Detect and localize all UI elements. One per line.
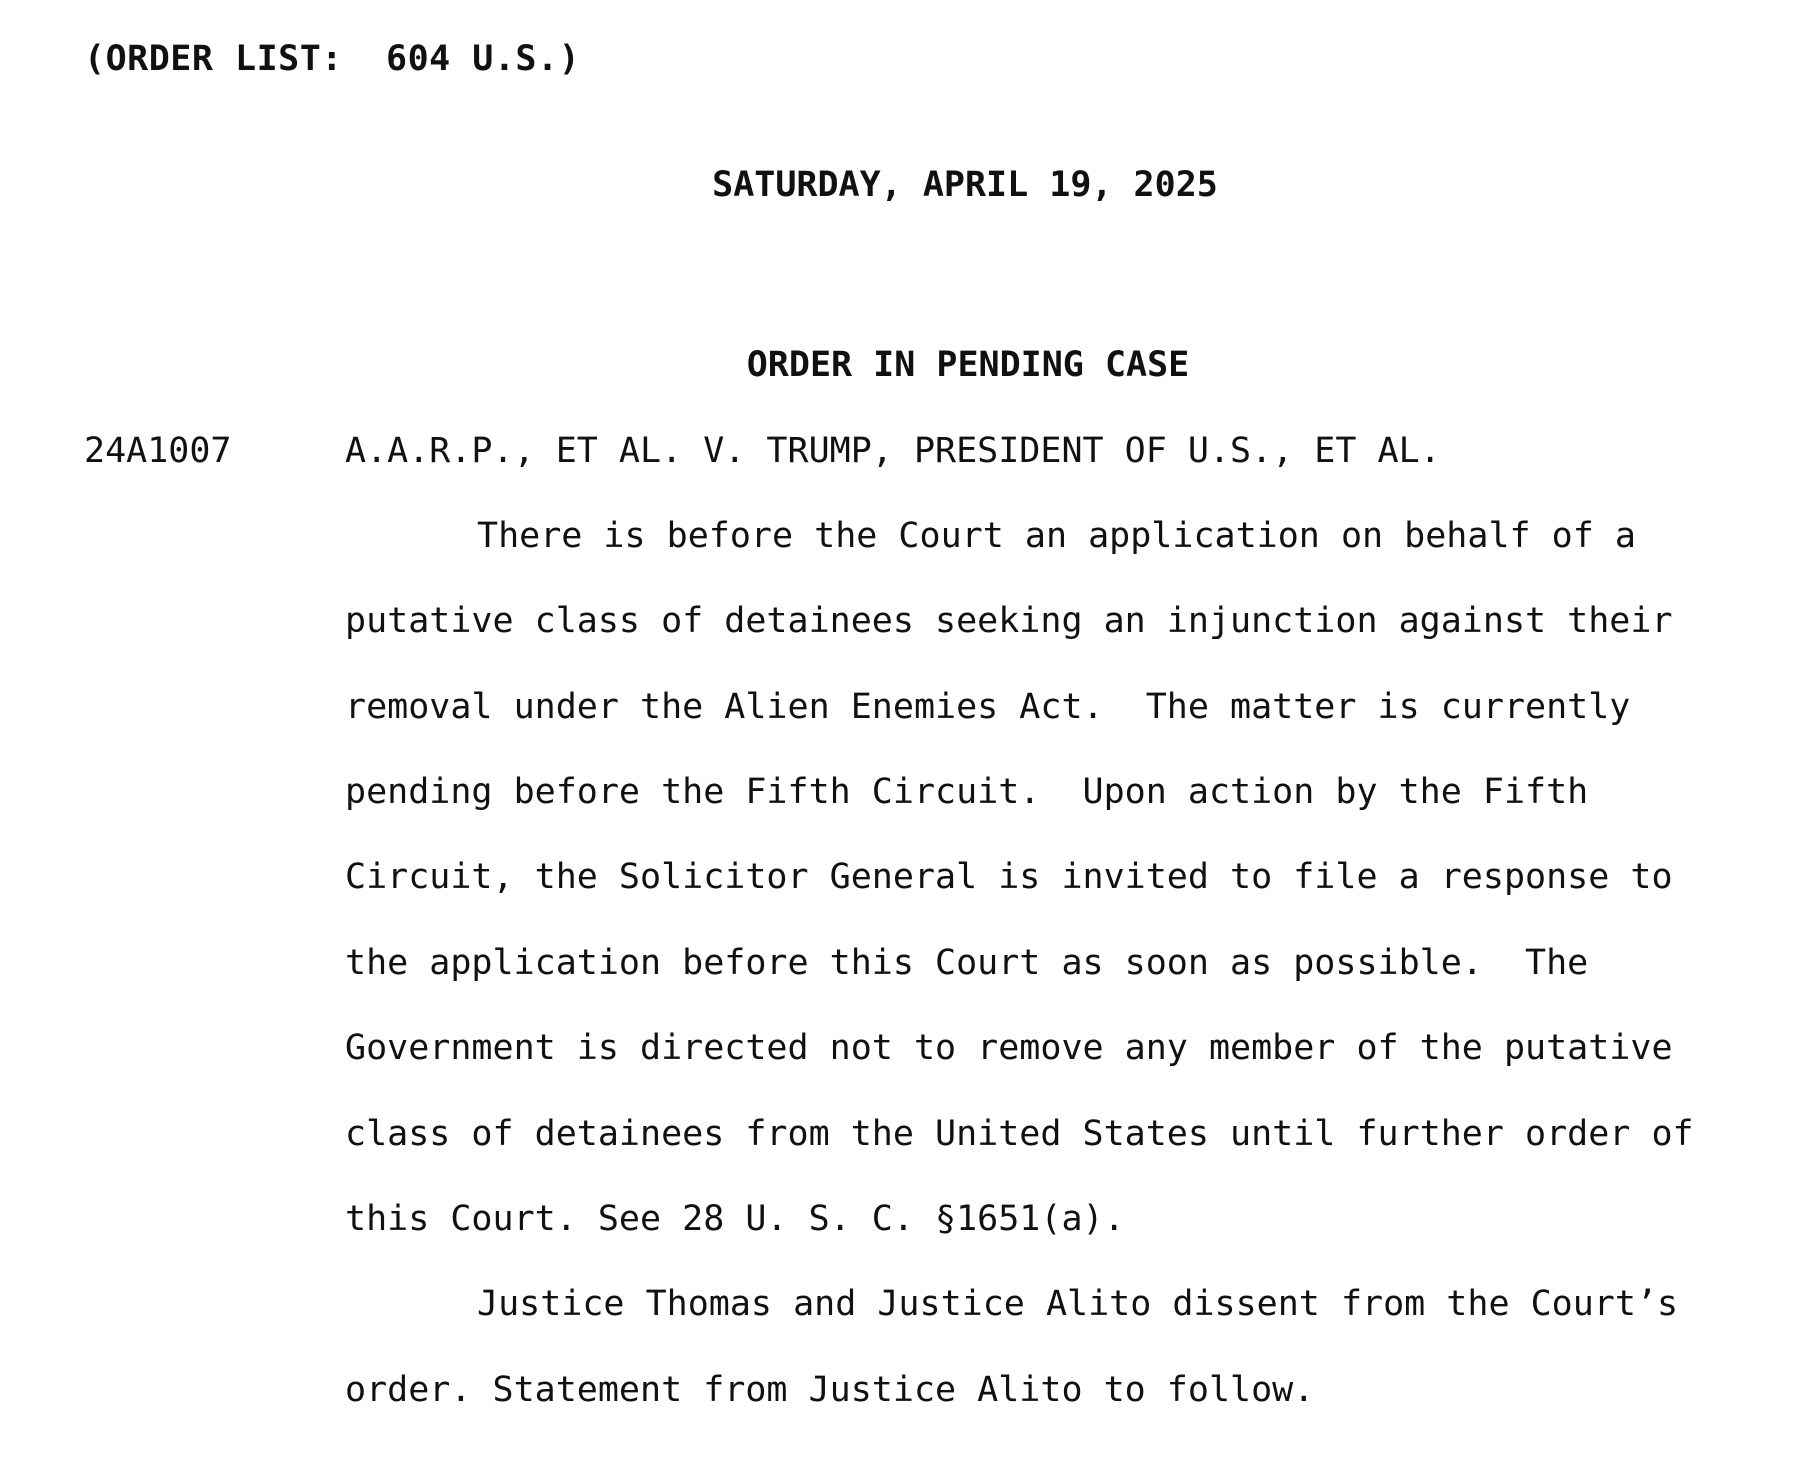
order-list-header: (ORDER LIST: 604 U.S.) [84,39,581,79]
case-title: A.A.R.P., ET AL. V. TRUMP, PRESIDENT OF U.S., ET AL. [345,431,1441,471]
order-line: There is before the Court an application on behalf of a [477,516,1636,556]
order-line: this Court. See 28 U. S. C. §1651(a). [345,1199,1125,1239]
case-number: 24A1007 [84,431,232,471]
section-heading: ORDER IN PENDING CASE [746,345,1190,385]
dissent-line: Justice Thomas and Justice Alito dissent from the Court’s [477,1284,1679,1324]
order-line: putative class of detainees seeking an injunction against their [345,601,1673,641]
order-line: Government is directed not to remove any member of the putative [345,1028,1673,1068]
order-line: the application before this Court as soon as possible. The [345,943,1589,983]
order-line: pending before the Fifth Circuit. Upon action by the Fifth [345,772,1589,812]
dissent-line: order. Statement from Justice Alito to follow. [345,1370,1315,1410]
date-heading: SATURDAY, APRIL 19, 2025 [712,165,1218,205]
order-line: Circuit, the Solicitor General is invited to file a response to [345,857,1673,897]
order-line: class of detainees from the United States until further order of [345,1114,1694,1154]
order-line: removal under the Alien Enemies Act. The matter is currently [345,687,1631,727]
